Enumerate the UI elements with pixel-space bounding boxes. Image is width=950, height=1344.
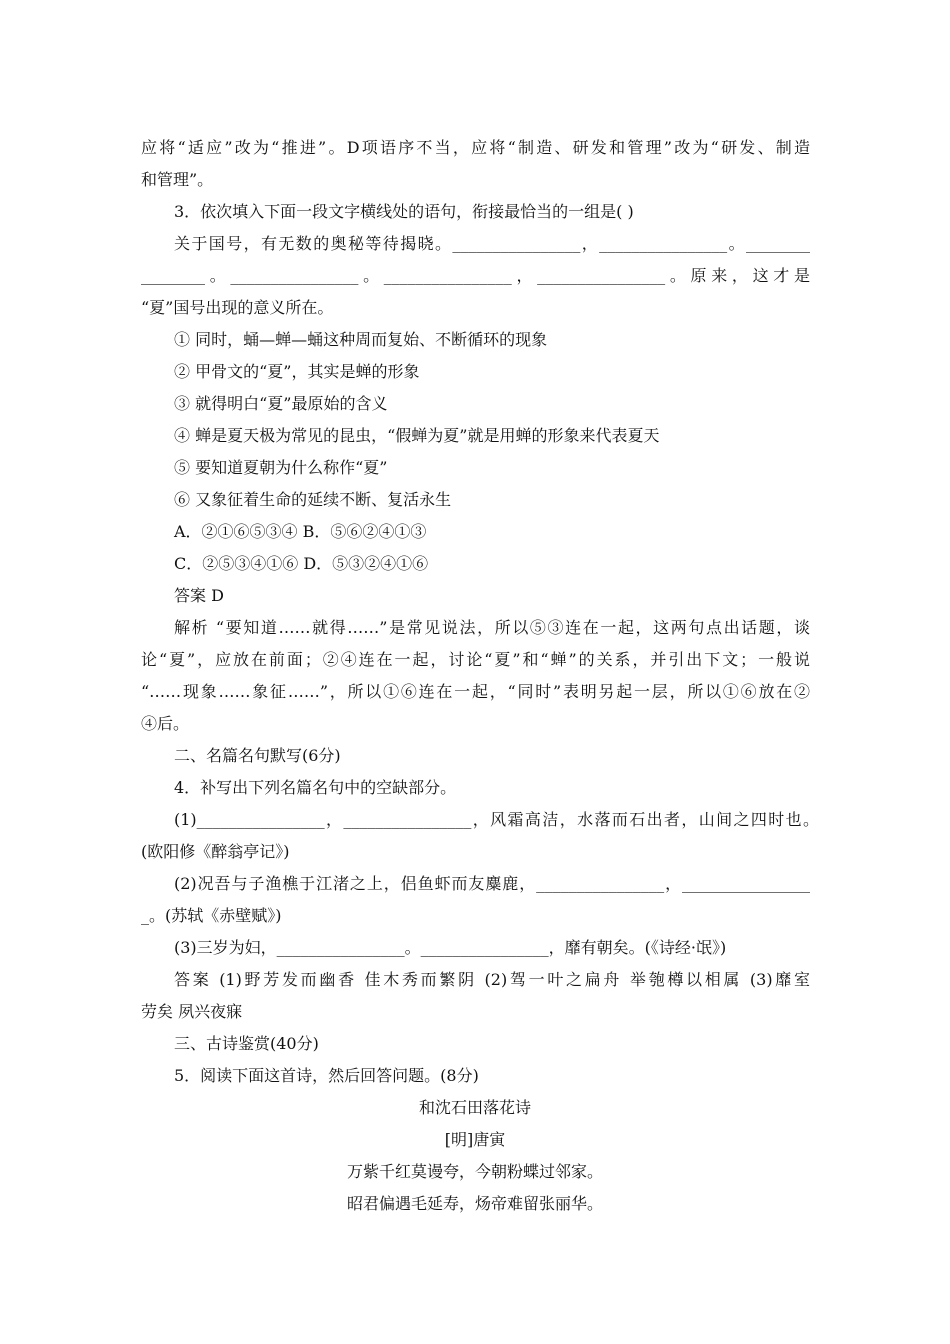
option-sentence: ⑤ 要知道夏朝为什么称作“夏”: [174, 458, 388, 477]
answer: 答案 (1)野芳发而幽香 佳木秀而繁阴 (2)驾一叶之扁舟 举匏樽以相属 (3)靡室: [174, 970, 810, 989]
text-line: (3)三岁为妇，________________。________________，靡有朝矣。(《诗经·氓》): [174, 938, 727, 957]
text-line: 和管理”。: [141, 170, 214, 189]
question-4: 4．补写出下列名篇名句中的空缺部分。: [174, 778, 457, 797]
poem-line: 昭君偏遇毛延寿，炀帝难留张丽华。: [346, 1194, 603, 1213]
text-line: (欧阳修《醉翁亭记》): [141, 842, 290, 861]
option-sentence: ② 甲骨文的“夏”，其实是蝉的形象: [174, 362, 420, 381]
answer: 答案 D: [174, 586, 224, 605]
text-line: 应将“适应”改为“推进”。D项语序不当，应将“制造、研发和管理”改为“研发、制造: [141, 138, 810, 157]
text-line: ________。________________。________________，________________。原来，这才是: [141, 266, 810, 285]
option-sentence: ① 同时，蛹—蝉—蛹这种周而复始、不断循环的现象: [174, 330, 548, 349]
option-sentence: ③ 就得明白“夏”最原始的含义: [174, 394, 388, 413]
question-3: 3．依次填入下面一段文字横线处的语句，衔接最恰当的一组是( ): [174, 202, 634, 221]
analysis: ④后。: [141, 714, 190, 733]
option-sentence: ⑥ 又象征着生命的延续不断、复活永生: [174, 490, 452, 509]
analysis: 解析 “要知道……就得……”是常见说法，所以⑤③连在一起，这两句点出话题，谈: [174, 618, 810, 637]
text-line: (2)况吾与子渔樵于江渚之上，侣鱼虾而友麋鹿，________________，________________: [174, 874, 810, 893]
option-sentence: ④ 蝉是夏天极为常见的昆虫，“假蝉为夏”就是用蝉的形象来代表夏天: [174, 426, 660, 445]
poem-title: 和沈石田落花诗: [418, 1098, 531, 1117]
text-line: _。(苏轼《赤壁赋》): [141, 906, 282, 925]
text-line: (1)________________，________________，风霜高洁，水落而石出者，山间之四时也。: [174, 810, 819, 829]
question-5: 5．阅读下面这首诗，然后回答问题。(8分): [174, 1066, 479, 1085]
section-heading: 三、古诗鉴赏(40分): [174, 1034, 319, 1053]
poem-line: 万紫千红莫谩夸，今朝粉蝶过邻家。: [346, 1162, 603, 1181]
poem-author: [明]唐寅: [444, 1130, 506, 1149]
answer-choices: A．②①⑥⑤③④ B．⑤⑥②④①③: [174, 522, 427, 541]
answer: 劳矣 夙兴夜寐: [141, 1002, 243, 1021]
analysis: 论“夏”，应放在前面；②④连在一起，讨论“夏”和“蝉”的关系，并引出下文；一般说: [141, 650, 810, 669]
text-line: “夏”国号出现的意义所在。: [141, 298, 334, 317]
answer-choices: C．②⑤③④①⑥ D．⑤③②④①⑥: [174, 554, 429, 573]
section-heading: 二、名篇名句默写(6分): [174, 746, 341, 765]
analysis: “……现象……象征……”，所以①⑥连在一起，“同时”表明另起一层，所以①⑥放在②: [141, 682, 810, 701]
text-line: 关于国号，有无数的奥秘等待揭晓。________________，________________。________: [174, 234, 810, 253]
